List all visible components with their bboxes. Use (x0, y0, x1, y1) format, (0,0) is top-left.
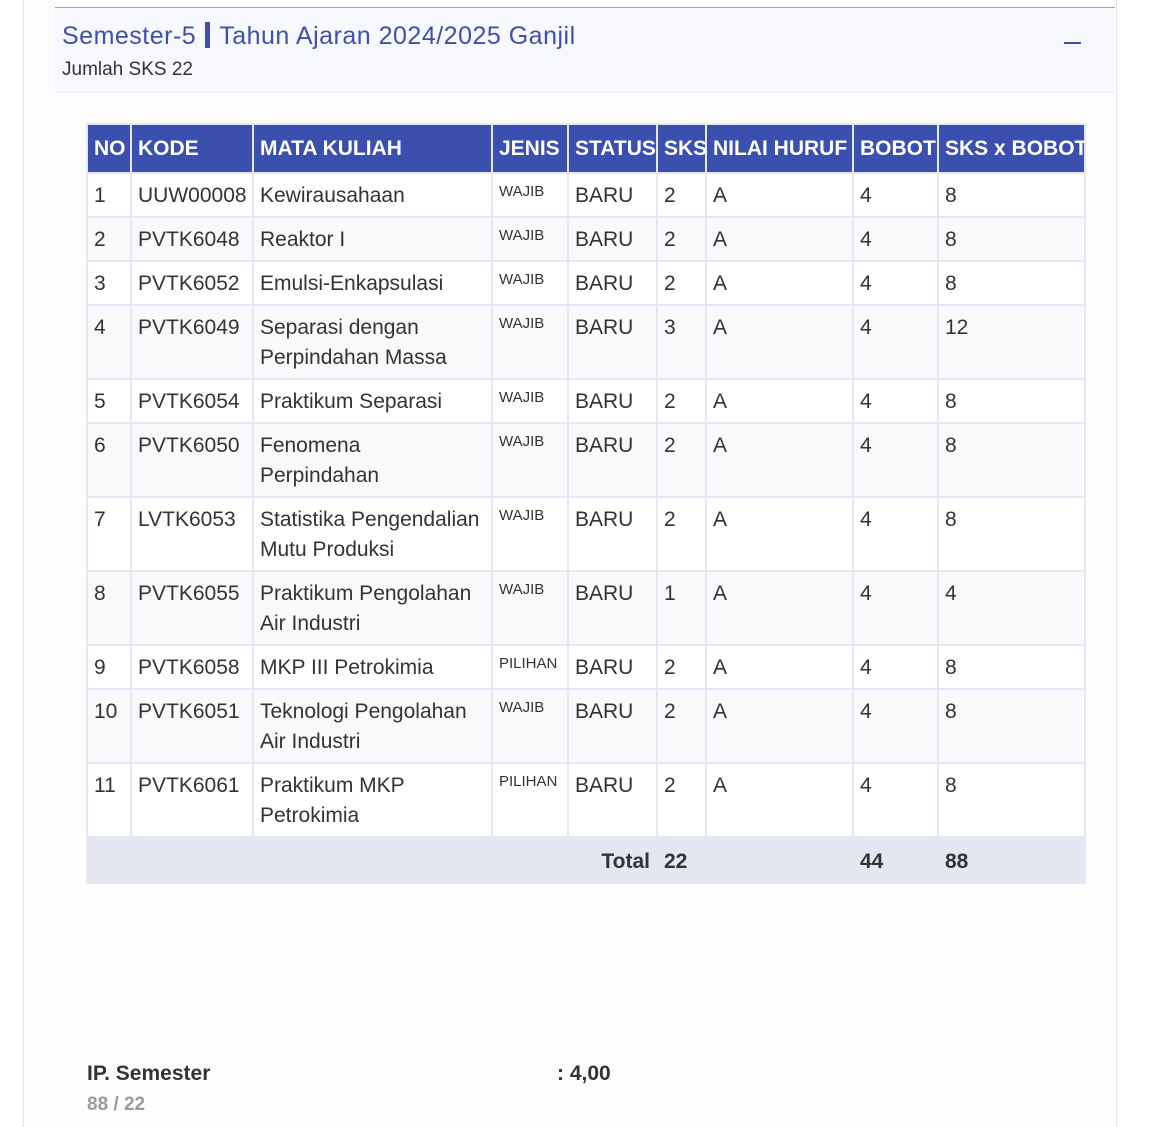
cell-no: 10 (87, 689, 131, 763)
ip-semester-formula: 88 / 22 (87, 1094, 146, 1115)
cell-jenis: WAJIB (492, 173, 568, 217)
cell-nilai-huruf: A (706, 305, 853, 379)
table-row (87, 423, 1085, 497)
cell-sks-x-bobot: 8 (938, 173, 1085, 217)
cell-nilai-huruf: A (706, 689, 853, 763)
cell-sks: 3 (657, 305, 706, 379)
cell-sks-x-bobot: 8 (938, 763, 1085, 837)
cell-kode: UUW00008 (131, 173, 253, 217)
table-header-row (87, 124, 1085, 173)
table-row (87, 689, 1085, 763)
cell-mata-kuliah: Statistika Pengendalian Mutu Produksi (253, 497, 492, 571)
cell-jenis: WAJIB (492, 305, 568, 379)
cell-bobot: 4 (853, 173, 938, 217)
col-header-mata-kuliah: MATA KULIAH (253, 124, 492, 173)
title-separator (205, 22, 210, 48)
col-header-sks: SKS (657, 124, 706, 173)
cell-sks: 2 (657, 763, 706, 837)
sks-total-label: Jumlah SKS 22 (62, 59, 193, 80)
ip-semester-value: : 4,00 (557, 1062, 611, 1085)
cell-status: BARU (568, 305, 657, 379)
cell-jenis: PILIHAN (492, 645, 568, 689)
cell-sks: 2 (657, 173, 706, 217)
cell-status: BARU (568, 763, 657, 837)
col-header-no: NO (87, 124, 131, 173)
col-header-bobot: BOBOT (853, 124, 938, 173)
total-empty-cell (706, 837, 853, 883)
cell-no: 5 (87, 379, 131, 423)
cell-sks: 1 (657, 571, 706, 645)
cell-sks: 2 (657, 423, 706, 497)
total-bobot: 44 (853, 837, 938, 883)
cell-bobot: 4 (853, 305, 938, 379)
cell-no: 8 (87, 571, 131, 645)
cell-jenis: WAJIB (492, 379, 568, 423)
cell-nilai-huruf: A (706, 217, 853, 261)
cell-no: 7 (87, 497, 131, 571)
cell-kode: PVTK6048 (131, 217, 253, 261)
cell-mata-kuliah: Praktikum MKP Petrokimia (253, 763, 492, 837)
total-label: Total (87, 837, 657, 883)
ip-semester-label: IP. Semester (87, 1062, 211, 1085)
cell-sks-x-bobot: 12 (938, 305, 1085, 379)
cell-sks-x-bobot: 8 (938, 217, 1085, 261)
cell-sks: 2 (657, 497, 706, 571)
cell-kode: PVTK6061 (131, 763, 253, 837)
cell-sks-x-bobot: 8 (938, 423, 1085, 497)
cell-no: 2 (87, 217, 131, 261)
grades-table (86, 123, 1086, 884)
cell-no: 11 (87, 763, 131, 837)
cell-bobot: 4 (853, 497, 938, 571)
cell-sks-x-bobot: 8 (938, 379, 1085, 423)
total-sks: 22 (657, 837, 706, 883)
cell-no: 1 (87, 173, 131, 217)
cell-nilai-huruf: A (706, 497, 853, 571)
cell-mata-kuliah: Reaktor I (253, 217, 492, 261)
cell-jenis: WAJIB (492, 689, 568, 763)
cell-kode: PVTK6052 (131, 261, 253, 305)
cell-sks: 2 (657, 645, 706, 689)
cell-kode: PVTK6050 (131, 423, 253, 497)
cell-kode: LVTK6053 (131, 497, 253, 571)
cell-mata-kuliah: Separasi dengan Perpindahan Massa (253, 305, 492, 379)
semester-name: Semester-5 (62, 22, 197, 50)
cell-bobot: 4 (853, 379, 938, 423)
cell-nilai-huruf: A (706, 763, 853, 837)
cell-kode: PVTK6054 (131, 379, 253, 423)
cell-mata-kuliah: Emulsi-Enkapsulasi (253, 261, 492, 305)
cell-nilai-huruf: A (706, 645, 853, 689)
cell-bobot: 4 (853, 217, 938, 261)
cell-status: BARU (568, 497, 657, 571)
cell-sks: 2 (657, 379, 706, 423)
cell-nilai-huruf: A (706, 571, 853, 645)
cell-bobot: 4 (853, 689, 938, 763)
minus-icon[interactable] (1064, 42, 1081, 44)
cell-bobot: 4 (853, 763, 938, 837)
cell-no: 9 (87, 645, 131, 689)
cell-status: BARU (568, 423, 657, 497)
cell-status: BARU (568, 379, 657, 423)
cell-status: BARU (568, 571, 657, 645)
cell-status: BARU (568, 689, 657, 763)
cell-sks-x-bobot: 8 (938, 689, 1085, 763)
cell-sks-x-bobot: 4 (938, 571, 1085, 645)
col-header-status: STATUS (568, 124, 657, 173)
cell-jenis: PILIHAN (492, 763, 568, 837)
cell-no: 3 (87, 261, 131, 305)
total-sks-x-bobot: 88 (938, 837, 1085, 883)
cell-bobot: 4 (853, 645, 938, 689)
semester-title (62, 22, 576, 51)
cell-sks-x-bobot: 8 (938, 261, 1085, 305)
cell-mata-kuliah: Praktikum Separasi (253, 379, 492, 423)
cell-status: BARU (568, 261, 657, 305)
cell-mata-kuliah: MKP III Petrokimia (253, 645, 492, 689)
table-row (87, 217, 1085, 261)
table-row (87, 379, 1085, 423)
cell-sks-x-bobot: 8 (938, 645, 1085, 689)
table-row (87, 763, 1085, 837)
cell-mata-kuliah: Fenomena Perpindahan (253, 423, 492, 497)
table-row (87, 571, 1085, 645)
cell-sks-x-bobot: 8 (938, 497, 1085, 571)
cell-no: 6 (87, 423, 131, 497)
cell-sks: 2 (657, 261, 706, 305)
col-header-kode: KODE (131, 124, 253, 173)
cell-jenis: WAJIB (492, 571, 568, 645)
cell-kode: PVTK6051 (131, 689, 253, 763)
table-row (87, 497, 1085, 571)
cell-sks: 2 (657, 689, 706, 763)
semester-header[interactable] (55, 8, 1115, 93)
cell-jenis: WAJIB (492, 497, 568, 571)
cell-status: BARU (568, 645, 657, 689)
cell-mata-kuliah: Teknologi Pengolahan Air Industri (253, 689, 492, 763)
cell-bobot: 4 (853, 571, 938, 645)
table-row (87, 173, 1085, 217)
cell-kode: PVTK6058 (131, 645, 253, 689)
col-header-nilai-huruf: NILAI HURUF (706, 124, 853, 173)
cell-jenis: WAJIB (492, 423, 568, 497)
table-row (87, 645, 1085, 689)
total-row (87, 837, 1085, 883)
cell-status: BARU (568, 217, 657, 261)
cell-bobot: 4 (853, 261, 938, 305)
cell-nilai-huruf: A (706, 173, 853, 217)
cell-nilai-huruf: A (706, 423, 853, 497)
academic-year: Tahun Ajaran 2024/2025 Ganjil (219, 22, 576, 50)
cell-nilai-huruf: A (706, 261, 853, 305)
cell-jenis: WAJIB (492, 261, 568, 305)
col-header-sks-x-bobot: SKS x BOBOT (938, 124, 1085, 173)
cell-mata-kuliah: Kewirausahaan (253, 173, 492, 217)
cell-bobot: 4 (853, 423, 938, 497)
table-body (87, 173, 1085, 837)
cell-mata-kuliah: Praktikum Pengolahan Air Industri (253, 571, 492, 645)
table-row (87, 261, 1085, 305)
cell-kode: PVTK6055 (131, 571, 253, 645)
cell-kode: PVTK6049 (131, 305, 253, 379)
col-header-jenis: JENIS (492, 124, 568, 173)
cell-status: BARU (568, 173, 657, 217)
cell-nilai-huruf: A (706, 379, 853, 423)
cell-no: 4 (87, 305, 131, 379)
cell-jenis: WAJIB (492, 217, 568, 261)
table-row (87, 305, 1085, 379)
cell-sks: 2 (657, 217, 706, 261)
